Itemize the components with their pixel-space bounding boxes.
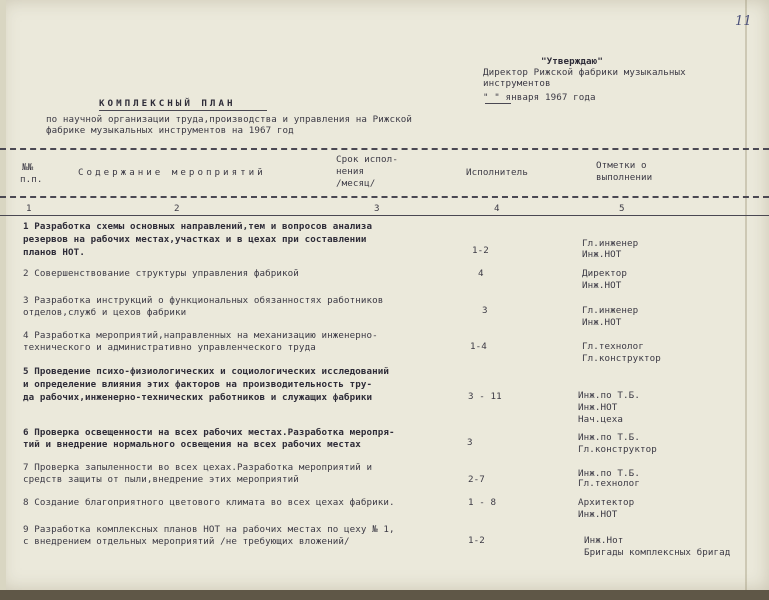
row-text-line: средств защиты от пыли,внедрение этих мероприятий xyxy=(23,474,299,485)
row-text-line: 4 Разработка мероприятий,направленных на механизацию инженерно- xyxy=(23,330,378,341)
row-term: 1-2 xyxy=(468,535,485,546)
row-text-line: 9 Разработка комплексных планов НОТ на рабочих местах по цеху № 1, xyxy=(23,524,395,535)
row-executor: Инж.по Т.Б. xyxy=(578,390,640,401)
row-executor: Гл.конструктор xyxy=(578,444,657,455)
heading-underline xyxy=(99,110,267,111)
row-term: 1-2 xyxy=(472,245,489,256)
row-executor: Гл.инженер xyxy=(582,238,639,249)
row-term: 1 - 8 xyxy=(468,497,497,508)
header-bottom-rule xyxy=(0,196,769,198)
header-content: Содержание мероприятий xyxy=(78,167,266,178)
row-text-line: 2 Совершенствование структуры управления фабрикой xyxy=(23,268,299,279)
row-term: 3 - 11 xyxy=(468,391,502,402)
row-executor: Инж.НОТ xyxy=(578,509,618,520)
header-notes-1: Отметки о xyxy=(596,160,647,171)
row-executor: Бригады комплексных бригад xyxy=(584,547,731,558)
approval-line-1: "Утверждаю" xyxy=(541,56,603,67)
row-text-line: с внедрением отдельных мероприятий /не требующих вложений/ xyxy=(23,536,350,547)
col-number-1: 1 xyxy=(26,203,32,214)
row-term: 3 xyxy=(482,305,488,316)
row-text-line: и определение влияния этих факторов на производительность тру- xyxy=(23,379,373,390)
row-executor: Нач.цеха xyxy=(578,414,624,425)
row-executor: Гл.технолог xyxy=(582,341,644,352)
row-executor: Инж.НОТ xyxy=(582,280,622,291)
row-text-line: 1 Разработка схемы основных направлений,тем и вопросов анализа xyxy=(23,221,373,232)
row-executor: Инж.по Т.Б. xyxy=(578,468,640,479)
row-text-line: 8 Создание благоприятного цветового климата во всех цехах фабрики. xyxy=(23,497,395,508)
row-text-line: резервов на рабочих местах,участках и в цехах при составлении xyxy=(23,234,367,245)
plan-subtitle-1: по научной организации труда,производства и управления на Рижской xyxy=(46,114,413,125)
approval-line-4: " " января 1967 года xyxy=(483,92,596,103)
column-numbers-rule xyxy=(0,215,769,216)
page-fold xyxy=(745,0,747,590)
row-executor: Инж.НОТ xyxy=(582,249,622,260)
row-executor: Инж.Нот xyxy=(584,535,624,546)
header-term-2: нения xyxy=(336,166,365,177)
row-text-line: 3 Разработка инструкций о функциональных обязанностях работников xyxy=(23,295,384,306)
page-number: 11 xyxy=(735,14,752,29)
row-executor: Архитектор xyxy=(578,497,635,508)
row-term: 2-7 xyxy=(468,474,485,485)
row-text-line: 7 Проверка запыленности во всех цехах.Разработка мероприятий и xyxy=(23,462,373,473)
approval-line-2: Директор Рижской фабрики музыкальных xyxy=(483,67,686,78)
row-executor: Гл.конструктор xyxy=(582,353,661,364)
row-executor: Директор xyxy=(582,268,628,279)
row-text-line: планов НОТ. xyxy=(23,247,85,258)
row-executor: Инж.НОТ xyxy=(582,317,622,328)
row-text-line: технического и административно управленческого труда xyxy=(23,342,316,353)
col-number-3: 3 xyxy=(374,203,380,214)
header-term-3: /месяц/ xyxy=(336,178,376,189)
table-top-rule xyxy=(0,148,769,150)
row-executor: Гл.инженер xyxy=(582,305,639,316)
row-executor: Гл.технолог xyxy=(578,478,640,489)
page-edge xyxy=(0,0,6,590)
approval-line-3: инструментов xyxy=(483,78,551,89)
approval-day-underline xyxy=(485,103,511,104)
row-text-line: да рабочих,инженерно-технических работников и служащих фабрики xyxy=(23,392,373,403)
row-term: 4 xyxy=(478,268,484,279)
row-text-line: 5 Проведение психо-физиологических и социологических исследований xyxy=(23,366,390,377)
col-number-2: 2 xyxy=(174,203,180,214)
row-executor: Инж.НОТ xyxy=(578,402,618,413)
header-executor: Исполнитель xyxy=(466,167,528,178)
row-text-line: тий и внедрение нормального освещения на всех рабочих местах xyxy=(23,439,361,450)
plan-subtitle-2: фабрике музыкальных инструментов на 1967 год xyxy=(46,125,294,136)
col-number-5: 5 xyxy=(619,203,625,214)
header-num-1: №№ xyxy=(22,162,34,173)
row-text-line: отделов,служб и цехов фабрики xyxy=(23,307,187,318)
row-term: 3 xyxy=(467,437,473,448)
row-text-line: 6 Проверка освещенности на всех рабочих местах.Разработка меропря- xyxy=(23,427,395,438)
header-term-1: Срок испол- xyxy=(336,154,398,165)
plan-heading: КОМПЛЕКСНЫЙ ПЛАН xyxy=(99,98,236,109)
row-term: 1-4 xyxy=(470,341,487,352)
header-notes-2: выполнении xyxy=(596,172,653,183)
row-executor: Инж.по Т.Б. xyxy=(578,432,640,443)
header-num-2: п.п. xyxy=(20,174,43,185)
col-number-4: 4 xyxy=(494,203,500,214)
